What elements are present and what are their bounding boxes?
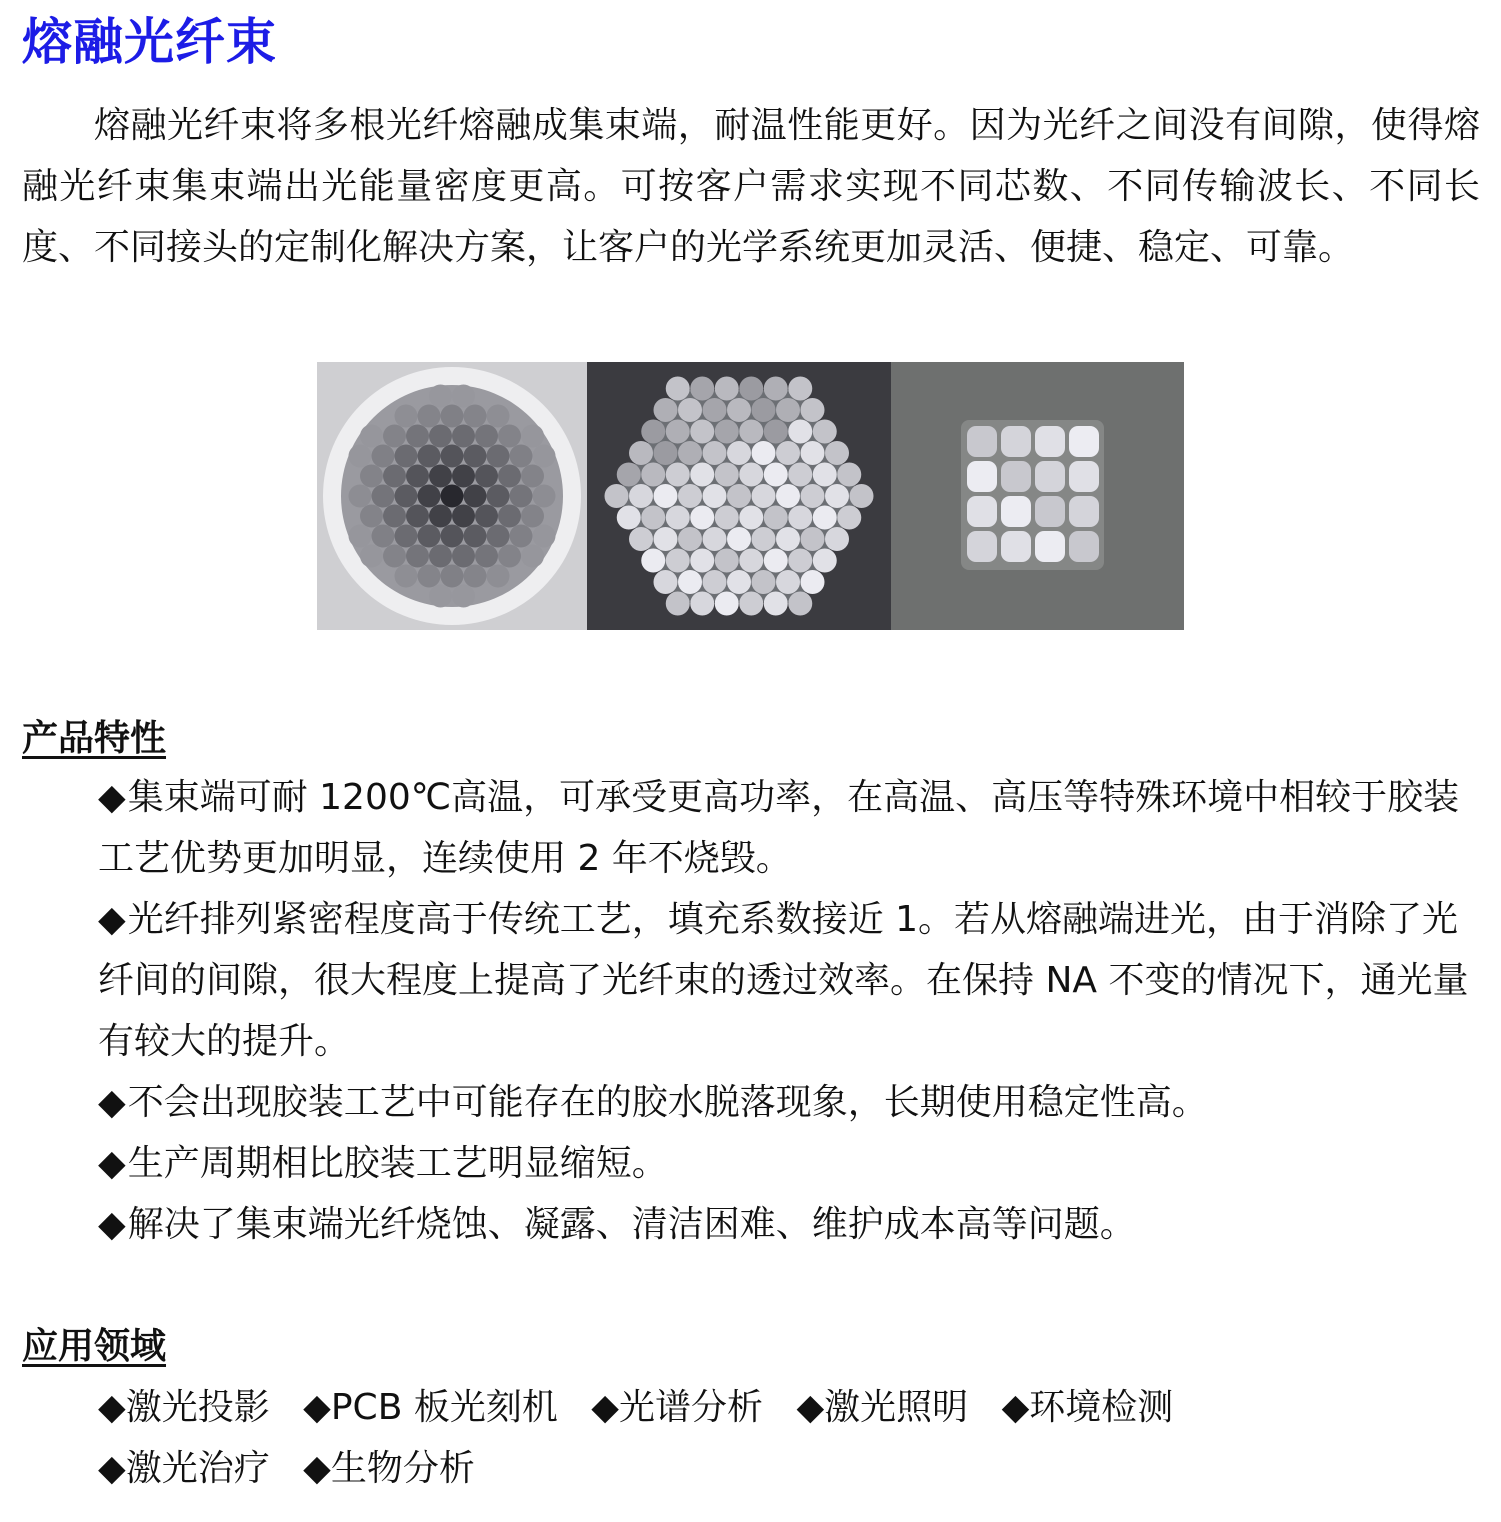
application-item: ◆PCB 板光刻机 <box>303 1387 558 1428</box>
diamond-bullet-icon: ◆ <box>98 899 126 940</box>
application-item: ◆激光治疗 <box>98 1448 270 1489</box>
applications-row <box>98 1438 1195 1499</box>
diamond-bullet-icon: ◆ <box>98 1082 126 1123</box>
page-title: 熔融光纤束 <box>22 13 277 71</box>
features-list <box>98 767 1488 1255</box>
intro-paragraph: 熔融光纤束将多根光纤熔融成集束端，耐温性能更好。因为光纤之间没有间隙，使得熔融光纤束集束端出光能量密度更高。可按客户需求实现不同芯数、不同传输波长、不同长度、不同接头的定制化解决方案，让客户的光学系统更加灵活、便捷、稳定、可靠。 <box>22 105 1480 268</box>
diamond-bullet-icon: ◆ <box>98 1204 126 1245</box>
applications-heading: 应用领域 <box>22 1326 167 1367</box>
feature-item: ◆光纤排列紧密程度高于传统工艺，填充系数接近 1。若从熔融端进光，由于消除了光纤间的间隙，很大程度上提高了光纤束的透过效率。在保持 NA 不变的情况下，通光量有较大的提升。 <box>98 899 1469 1062</box>
diamond-bullet-icon: ◆ <box>796 1387 825 1428</box>
diamond-bullet-icon: ◆ <box>98 1448 126 1489</box>
application-item: ◆光谱分析 <box>591 1387 763 1428</box>
feature-item: ◆解决了集束端光纤烧蚀、凝露、清洁困难、维护成本高等问题。 <box>98 1204 1136 1245</box>
diamond-bullet-icon: ◆ <box>98 777 126 818</box>
square-bundle-photo <box>891 362 1184 630</box>
diamond-bullet-icon: ◆ <box>98 1143 126 1184</box>
application-item: ◆激光照明 <box>796 1387 969 1428</box>
round-bundle-photo <box>317 362 587 630</box>
features-heading: 产品特性 <box>22 718 167 759</box>
diamond-bullet-icon: ◆ <box>98 1387 126 1428</box>
diamond-bullet-icon: ◆ <box>303 1387 331 1428</box>
hexagonal-bundle-photo <box>587 362 891 630</box>
feature-item: ◆不会出现胶装工艺中可能存在的胶水脱落现象，长期使用稳定性高。 <box>98 1082 1208 1123</box>
applications-list <box>98 1377 1195 1499</box>
diamond-bullet-icon: ◆ <box>1001 1387 1030 1428</box>
application-item: ◆激光投影 <box>98 1387 270 1428</box>
application-item: ◆环境检测 <box>1001 1387 1174 1428</box>
application-item: ◆生物分析 <box>303 1448 475 1489</box>
diamond-bullet-icon: ◆ <box>591 1387 619 1428</box>
feature-item: ◆集束端可耐 1200℃高温，可承受更高功率，在高温、高压等特殊环境中相较于胶装工艺优势更加明显，连续使用 2 年不烧毁。 <box>98 777 1460 879</box>
fiber-bundle-photos <box>317 362 1184 630</box>
applications-row <box>98 1377 1195 1438</box>
feature-item: ◆生产周期相比胶装工艺明显缩短。 <box>98 1143 668 1184</box>
diamond-bullet-icon: ◆ <box>303 1448 331 1489</box>
